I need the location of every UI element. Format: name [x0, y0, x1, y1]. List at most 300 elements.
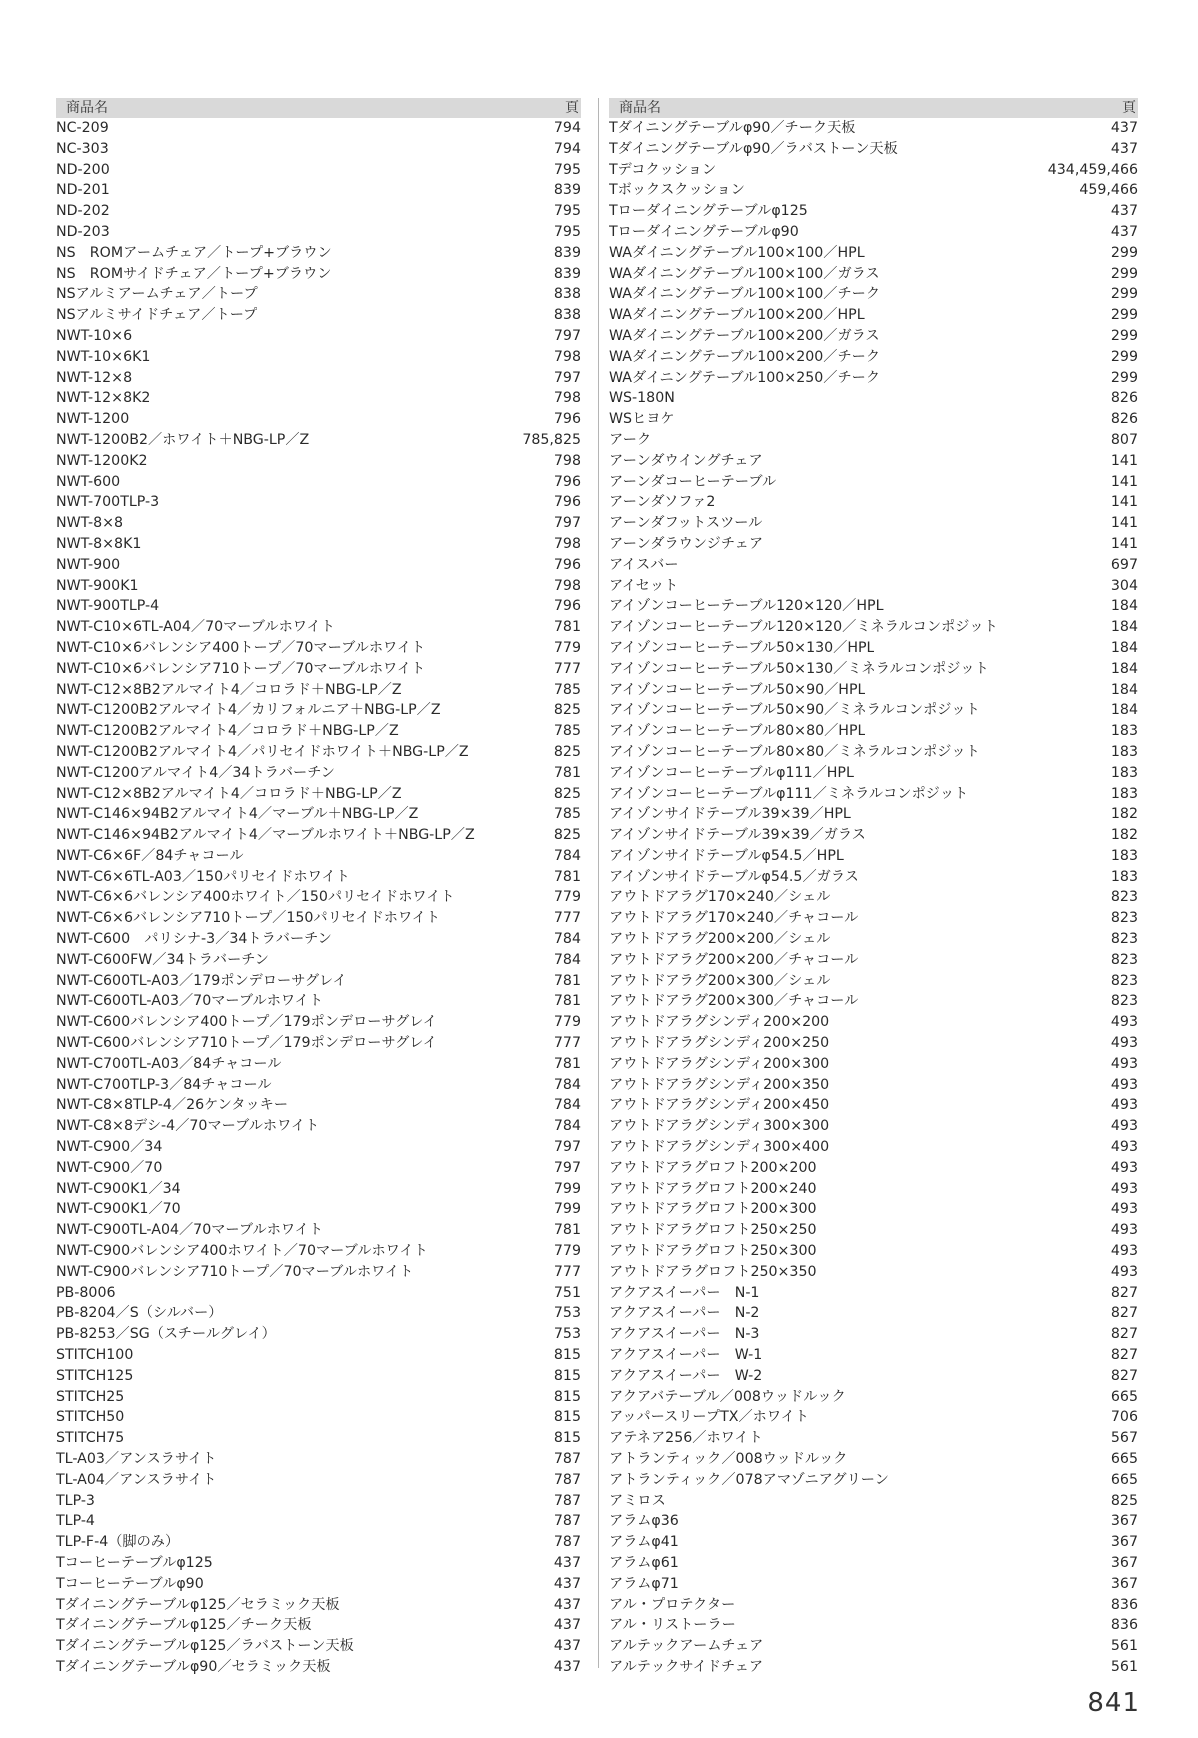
index-entry	[56, 1366, 581, 1387]
page-ref: 779	[553, 1014, 581, 1031]
product-name: NWT-600	[56, 473, 121, 490]
index-entry	[609, 576, 1138, 597]
index-entry	[609, 1283, 1138, 1304]
page-ref: 183	[1110, 847, 1138, 864]
index-entry	[56, 284, 581, 305]
index-entry	[56, 534, 581, 555]
product-name: アウトドアラグシンディ300×400	[609, 1139, 830, 1156]
product-name: NWT-900	[56, 556, 121, 573]
page-ref: 815	[553, 1388, 581, 1405]
page-ref: 785	[553, 723, 581, 740]
product-name: NWT-C600バレンシア710トープ／179ポンデローサグレイ	[56, 1035, 437, 1052]
index-entry	[56, 451, 581, 472]
page-ref: 493	[1110, 1139, 1138, 1156]
product-name: アクアスイーパー W-1	[609, 1347, 763, 1364]
product-name: NWT-10×6K1	[56, 348, 151, 365]
index-entry	[56, 222, 581, 243]
index-entry	[609, 472, 1138, 493]
page-ref: 823	[1110, 931, 1138, 948]
product-name: アイゾンサイドテーブル39×39／ガラス	[609, 827, 866, 844]
page-ref: 141	[1110, 535, 1138, 552]
index-entry	[609, 264, 1138, 285]
index-entry	[56, 1449, 581, 1470]
page-ref: 184	[1110, 598, 1138, 615]
page-number: 841	[1087, 1688, 1140, 1718]
page-ref: 781	[553, 764, 581, 781]
page-ref: 815	[553, 1367, 581, 1384]
page-ref: 781	[553, 619, 581, 636]
page-ref: 777	[553, 1035, 581, 1052]
product-name: NWT-12×8	[56, 369, 133, 386]
page-ref: 798	[553, 348, 581, 365]
index-entry	[609, 804, 1138, 825]
page-ref: 796	[553, 598, 581, 615]
product-name: アル・リストーラー	[609, 1617, 736, 1634]
product-name: アミロス	[609, 1492, 666, 1509]
index-entry	[56, 1199, 581, 1220]
index-entry	[609, 1387, 1138, 1408]
product-name: NWT-C900バレンシア400ホワイト／70マーブルホワイト	[56, 1243, 428, 1260]
index-entry	[609, 700, 1138, 721]
product-name: NC-303	[56, 140, 109, 157]
index-entry	[609, 492, 1138, 513]
index-entry	[609, 284, 1138, 305]
index-entry	[56, 513, 581, 534]
page-ref: 437	[1110, 203, 1138, 220]
product-name: NWT-900TLP-4	[56, 598, 160, 615]
page-ref: 437	[553, 1596, 581, 1613]
product-name: NWT-C700TL-A03／84チャコール	[56, 1055, 282, 1072]
index-entry	[609, 1449, 1138, 1470]
product-name: NWT-C1200B2アルマイト4／パリセイドホワイト＋NBG-LP／Z	[56, 743, 469, 760]
product-name: アイセット	[609, 577, 679, 594]
page-ref: 141	[1110, 452, 1138, 469]
page-ref: 839	[553, 182, 581, 199]
page-ref: 299	[1110, 265, 1138, 282]
index-entry	[609, 1116, 1138, 1137]
page-ref: 493	[1110, 1118, 1138, 1135]
product-name: アーンダコーヒーテーブル	[609, 473, 777, 490]
index-entry	[609, 160, 1138, 181]
page-ref: 182	[1110, 827, 1138, 844]
product-name: TLP-3	[56, 1492, 95, 1509]
header-page: 頁	[565, 100, 579, 116]
index-entry	[56, 305, 581, 326]
product-name: アウトドアラグロフト200×200	[609, 1159, 817, 1176]
page-ref: 777	[553, 910, 581, 927]
product-name: アクアバテーブル／008ウッドルック	[609, 1388, 846, 1405]
product-name: Tダイニングテーブルφ90／セラミック天板	[56, 1658, 331, 1675]
page-ref: 437	[553, 1575, 581, 1592]
product-name: アクアスイーパー W-2	[609, 1367, 763, 1384]
page-ref: 183	[1110, 764, 1138, 781]
product-name: アルテックサイドチェア	[609, 1658, 764, 1675]
index-entry	[56, 763, 581, 784]
index-entry	[609, 222, 1138, 243]
page-ref: 493	[1110, 1263, 1138, 1280]
product-name: NWT-C12×8B2アルマイト4／コロラド＋NBG-LP／Z	[56, 681, 402, 698]
index-entry	[56, 1158, 581, 1179]
page-ref: 796	[553, 473, 581, 490]
index-entry	[56, 1345, 581, 1366]
index-entry	[609, 201, 1138, 222]
product-name: ND-203	[56, 223, 110, 240]
page-ref: 838	[553, 307, 581, 324]
page-ref: 826	[1110, 390, 1138, 407]
page-ref: 183	[1110, 723, 1138, 740]
product-name: アーク	[609, 431, 652, 448]
product-name: アイゾンコーヒーテーブル50×90／ミネラルコンポジット	[609, 702, 980, 719]
page-ref: 827	[1110, 1367, 1138, 1384]
page-ref: 753	[553, 1305, 581, 1322]
page-ref: 795	[553, 161, 581, 178]
product-name: アルテックアームチェア	[609, 1638, 764, 1655]
index-entry	[56, 846, 581, 867]
index-entry	[609, 1220, 1138, 1241]
page-ref: 561	[1110, 1638, 1138, 1655]
page-ref: 304	[1110, 577, 1138, 594]
page-ref: 697	[1110, 556, 1138, 573]
product-name: Tコーヒーテーブルφ90	[56, 1575, 204, 1592]
page-ref: 437	[553, 1554, 581, 1571]
column-header	[56, 98, 581, 118]
page-ref: 779	[553, 889, 581, 906]
page-ref: 784	[553, 1118, 581, 1135]
page-ref: 796	[553, 556, 581, 573]
product-name: アラムφ41	[609, 1534, 679, 1551]
index-entry	[609, 867, 1138, 888]
page-ref: 493	[1110, 1014, 1138, 1031]
product-name: NWT-900K1	[56, 577, 139, 594]
page-ref: 798	[553, 577, 581, 594]
page-ref: 794	[553, 140, 581, 157]
product-name: NWT-C1200B2アルマイト4／カリフォルニア＋NBG-LP／Z	[56, 702, 441, 719]
page-ref: 815	[553, 1430, 581, 1447]
product-name: NWT-1200B2／ホワイト＋NBG-LP／Z	[56, 431, 310, 448]
product-name: アイゾンサイドテーブル39×39／HPL	[609, 806, 851, 823]
index-entry	[609, 1366, 1138, 1387]
page-ref: 299	[1110, 244, 1138, 261]
index-entry	[609, 617, 1138, 638]
page-ref: 823	[1110, 972, 1138, 989]
product-name: NWT-700TLP-3	[56, 494, 160, 511]
index-entry	[609, 118, 1138, 139]
page-ref: 781	[553, 1055, 581, 1072]
product-name: アウトドアラグ200×200／シェル	[609, 931, 831, 948]
page-ref: 493	[1110, 1035, 1138, 1052]
index-entry	[56, 160, 581, 181]
page-ref: 367	[1110, 1513, 1138, 1530]
page-ref: 827	[1110, 1326, 1138, 1343]
product-name: STITCH100	[56, 1347, 134, 1364]
index-entry	[609, 1511, 1138, 1532]
index-entry	[609, 243, 1138, 264]
index-list	[56, 118, 581, 1678]
product-name: NWT-C10×6TL-A04／70マーブルホワイト	[56, 619, 335, 636]
product-name: NWT-C900／70	[56, 1159, 163, 1176]
product-name: アウトドアラグロフト250×350	[609, 1263, 817, 1280]
page-ref: 823	[1110, 993, 1138, 1010]
page-ref: 183	[1110, 868, 1138, 885]
product-name: アル・プロテクター	[609, 1596, 736, 1613]
page-ref: 823	[1110, 951, 1138, 968]
page-ref: 493	[1110, 1097, 1138, 1114]
index-entry	[56, 1574, 581, 1595]
page-ref: 299	[1110, 307, 1138, 324]
index-entry	[56, 596, 581, 617]
product-name: アイゾンコーヒーテーブル50×130／ミネラルコンポジット	[609, 660, 989, 677]
product-name: アウトドアラグシンディ200×350	[609, 1076, 830, 1093]
index-entry	[56, 409, 581, 430]
product-name: NC-209	[56, 120, 109, 136]
page-ref: 827	[1110, 1347, 1138, 1364]
page-ref: 493	[1110, 1055, 1138, 1072]
product-name: NWT-C6×6バレンシア710トープ／150パリセイドホワイト	[56, 910, 441, 927]
page-ref: 777	[553, 660, 581, 677]
product-name: NWT-C600TL-A03／70マーブルホワイト	[56, 993, 324, 1010]
index-entry	[56, 638, 581, 659]
page-ref: 299	[1110, 286, 1138, 303]
index-entry	[56, 1532, 581, 1553]
product-name: NWT-C146×94B2アルマイト4／マーブルホワイト＋NBG-LP／Z	[56, 827, 475, 844]
product-name: NWT-8×8K1	[56, 535, 142, 552]
product-name: アウトドアラグロフト250×300	[609, 1243, 817, 1260]
product-name: ND-200	[56, 161, 110, 178]
index-entry	[56, 1595, 581, 1616]
product-name: NWT-C12×8B2アルマイト4／コロラド＋NBG-LP／Z	[56, 785, 402, 802]
page-ref: 779	[553, 1243, 581, 1260]
product-name: NWT-C900／34	[56, 1139, 163, 1156]
page-ref: 784	[553, 931, 581, 948]
index-entry	[56, 1262, 581, 1283]
index-entry	[609, 430, 1138, 451]
index-entry	[56, 1033, 581, 1054]
page-ref: 815	[553, 1347, 581, 1364]
index-entry	[609, 305, 1138, 326]
page-ref: 299	[1110, 369, 1138, 386]
product-name: NWT-C146×94B2アルマイト4／マーブル＋NBG-LP／Z	[56, 806, 419, 823]
page-ref: 826	[1110, 411, 1138, 428]
page-ref: 798	[553, 390, 581, 407]
index-entry	[56, 1075, 581, 1096]
index-entry	[56, 1012, 581, 1033]
index-entry	[56, 887, 581, 908]
index-entry	[609, 908, 1138, 929]
header-product-name: 商品名	[619, 100, 661, 116]
product-name: アウトドアラグ170×240／チャコール	[609, 910, 859, 927]
index-entry	[56, 1324, 581, 1345]
page-ref: 141	[1110, 515, 1138, 532]
index-entry	[56, 1179, 581, 1200]
product-name: NWT-C6×6バレンシア400ホワイト／150パリセイドホワイト	[56, 889, 455, 906]
index-entry	[609, 555, 1138, 576]
page-ref: 784	[553, 1097, 581, 1114]
index-entry	[56, 1407, 581, 1428]
index-entry	[609, 1179, 1138, 1200]
index-entry	[56, 1553, 581, 1574]
page-ref: 787	[553, 1534, 581, 1551]
index-entry	[609, 534, 1138, 555]
product-name: PB-8253／SG（スチールグレイ）	[56, 1326, 276, 1343]
page-ref: 184	[1110, 681, 1138, 698]
index-entry	[609, 1324, 1138, 1345]
index-entry	[609, 409, 1138, 430]
product-name: アラムφ36	[609, 1513, 679, 1530]
page-ref: 781	[553, 972, 581, 989]
index-entry	[609, 1137, 1138, 1158]
product-name: NWT-C600FW／34トラバーチン	[56, 951, 269, 968]
page-ref: 779	[553, 639, 581, 656]
product-name: NWT-8×8	[56, 515, 124, 532]
product-name: PB-8006	[56, 1284, 116, 1301]
index-entry	[609, 721, 1138, 742]
index-entry	[609, 784, 1138, 805]
product-name: WAダイニングテーブル100×200／HPL	[609, 307, 865, 324]
page-ref: 493	[1110, 1159, 1138, 1176]
product-name: アウトドアラグ200×300／チャコール	[609, 993, 859, 1010]
page-ref: 838	[553, 286, 581, 303]
page-ref: 797	[553, 327, 581, 344]
page-ref: 561	[1110, 1658, 1138, 1675]
index-entry	[56, 1491, 581, 1512]
index-entry	[609, 1428, 1138, 1449]
product-name: NWT-C900バレンシア710トープ／70マーブルホワイト	[56, 1263, 414, 1280]
product-name: NWT-C700TLP-3／84チャコール	[56, 1076, 272, 1093]
index-entry	[609, 1532, 1138, 1553]
page-ref: 493	[1110, 1076, 1138, 1093]
product-name: アーンダソファ2	[609, 494, 716, 511]
page-ref: 493	[1110, 1222, 1138, 1239]
page-ref: 781	[553, 1222, 581, 1239]
index-entry	[609, 347, 1138, 368]
index-entry	[56, 742, 581, 763]
index-entry	[609, 139, 1138, 160]
index-entry	[609, 1241, 1138, 1262]
product-name: NWT-C8×8TLP-4／26ケンタッキー	[56, 1097, 289, 1114]
index-entry	[609, 887, 1138, 908]
product-name: NWT-C900K1／70	[56, 1201, 181, 1218]
product-name: NS ROMアームチェア／トープ+ブラウン	[56, 244, 332, 261]
product-name: アウトドアラグ200×200／チャコール	[609, 951, 859, 968]
product-name: TL-A03／アンスラサイト	[56, 1451, 217, 1467]
page-ref: 493	[1110, 1180, 1138, 1197]
page-ref: 784	[553, 951, 581, 968]
page-ref: 437	[1110, 140, 1138, 157]
page-ref: 836	[1110, 1617, 1138, 1634]
index-entry	[56, 908, 581, 929]
page-ref: 836	[1110, 1596, 1138, 1613]
page-ref: 784	[553, 1076, 581, 1093]
product-name: WAダイニングテーブル100×100／ガラス	[609, 265, 880, 282]
page-ref: 787	[553, 1492, 581, 1509]
index-entry	[56, 1220, 581, 1241]
product-name: NWT-C10×6バレンシア710トープ／70マーブルホワイト	[56, 660, 426, 677]
index-entry	[609, 991, 1138, 1012]
column-header	[609, 98, 1138, 118]
product-name: NWT-C600バレンシア400トープ／179ポンデローサグレイ	[56, 1014, 437, 1031]
product-name: STITCH125	[56, 1367, 134, 1384]
product-name: アウトドアラグシンディ200×300	[609, 1055, 830, 1072]
index-entry	[609, 929, 1138, 950]
index-entry	[56, 1054, 581, 1075]
index-entry	[56, 1137, 581, 1158]
index-entry	[56, 1283, 581, 1304]
product-name: アーンダラウンジチェア	[609, 535, 764, 552]
page-ref: 797	[553, 1159, 581, 1176]
index-entry	[609, 1095, 1138, 1116]
page-ref: 437	[553, 1638, 581, 1655]
page-ref: 781	[553, 868, 581, 885]
product-name: NWT-C900TL-A04／70マーブルホワイト	[56, 1222, 324, 1239]
index-entry	[56, 243, 581, 264]
index-entry	[609, 659, 1138, 680]
page-ref: 437	[553, 1617, 581, 1634]
page-ref: 785	[553, 806, 581, 823]
index-entry	[609, 971, 1138, 992]
index-entry	[609, 368, 1138, 389]
product-name: アウトドアラグ200×300／シェル	[609, 972, 831, 989]
page-ref: 795	[553, 203, 581, 220]
page-ref: 796	[553, 411, 581, 428]
product-name: Tダイニングテーブルφ90／チーク天板	[609, 120, 856, 136]
page-ref: 825	[1110, 1492, 1138, 1509]
page-ref: 815	[553, 1409, 581, 1426]
product-name: アウトドアラグシンディ200×250	[609, 1035, 830, 1052]
product-name: アイゾンサイドテーブルφ54.5／ガラス	[609, 868, 859, 885]
index-entry	[56, 326, 581, 347]
page-ref: 807	[1110, 431, 1138, 448]
index-entry	[56, 555, 581, 576]
product-name: Tダイニングテーブルφ125／ラバストーン天板	[56, 1638, 354, 1655]
index-entry	[56, 430, 581, 451]
page-ref: 839	[553, 265, 581, 282]
page-ref: 785	[553, 681, 581, 698]
page-ref: 795	[553, 223, 581, 240]
index-entry	[609, 1054, 1138, 1075]
product-name: WAダイニングテーブル100×200／チーク	[609, 348, 881, 365]
product-name: NWT-C600TL-A03／179ポンデローサグレイ	[56, 972, 347, 989]
index-entry	[56, 784, 581, 805]
index-entry	[609, 1033, 1138, 1054]
product-name: Tダイニングテーブルφ125／セラミック天板	[56, 1596, 340, 1613]
page-ref: 798	[553, 452, 581, 469]
page-ref: 797	[553, 515, 581, 532]
product-name: Tローダイニングテーブルφ90	[609, 223, 799, 240]
index-entry	[56, 1116, 581, 1137]
index-entry	[56, 1387, 581, 1408]
product-name: NWT-C10×6バレンシア400トープ／70マーブルホワイト	[56, 639, 426, 656]
index-entry	[56, 201, 581, 222]
product-name: NWT-C1200アルマイト4／34トラバーチン	[56, 764, 335, 781]
index-entry	[609, 1595, 1138, 1616]
index-entry	[609, 846, 1138, 867]
page-ref: 493	[1110, 1243, 1138, 1260]
index-entry	[56, 804, 581, 825]
product-name: NSアルミアームチェア／トープ	[56, 286, 258, 303]
product-name: WAダイニングテーブル100×100／チーク	[609, 286, 881, 303]
index-entry	[609, 742, 1138, 763]
product-name: NWT-C1200B2アルマイト4／コロラド＋NBG-LP／Z	[56, 723, 399, 740]
product-name: STITCH50	[56, 1409, 125, 1426]
page-ref: 785,825	[522, 431, 581, 448]
page-ref: 141	[1110, 494, 1138, 511]
product-name: アッパースリープTX／ホワイト	[609, 1409, 809, 1426]
product-name: アクアスイーパー N-1	[609, 1284, 760, 1301]
index-entry	[56, 971, 581, 992]
page-ref: 796	[553, 494, 581, 511]
index-entry	[56, 1095, 581, 1116]
index-entry	[609, 180, 1138, 201]
